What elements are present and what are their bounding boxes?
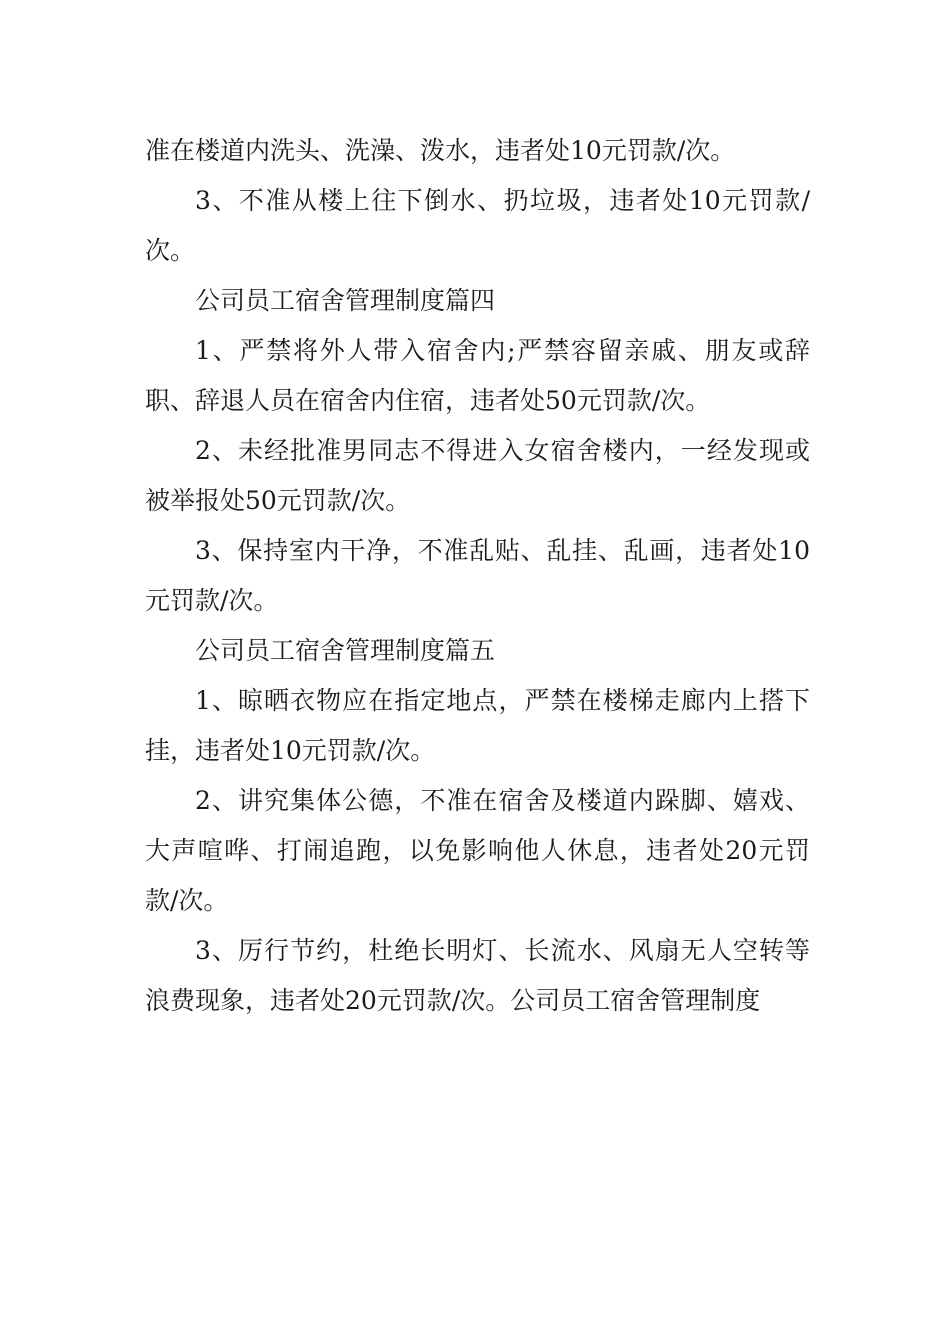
paragraph-rule-2-noise: 2、讲究集体公德，不准在宿舍及楼道内跺脚、嬉戏、大声喧哗、打闹追跑，以免影响他人休息，违者处20元罚款/次。 [145,786,810,915]
paragraph-rule-2-dorm-access: 2、未经批准男同志不得进入女宿舍楼内，一经发现或被举报处50元罚款/次。 [145,436,810,515]
paragraph-rule-1-visitors: 1、严禁将外人带入宿舍内;严禁容留亲戚、朋友或辞职、辞退人员在宿舍内住宿，违者处50元罚款/次。 [145,336,810,415]
paragraph-rule-3-saving: 3、厉行节约，杜绝长明灯、长流水、风扇无人空转等浪费现象，违者处20元罚款/次。公司员工宿舍管理制度 [145,936,810,1015]
document-body [145,126,810,1026]
section-heading-part-five: 公司员工宿舍管理制度篇五 [195,636,496,665]
paragraph-rule-3-water: 3、不准从楼上往下倒水、扔垃圾，违者处10元罚款/次。 [145,186,810,265]
paragraph-continuation: 准在楼道内洗头、洗澡、泼水，违者处10元罚款/次。 [145,136,736,165]
paragraph-rule-3-cleanliness: 3、保持室内干净，不准乱贴、乱挂、乱画，违者处10元罚款/次。 [145,536,810,615]
paragraph-rule-1-laundry: 1、晾晒衣物应在指定地点，严禁在楼梯走廊内上搭下挂，违者处10元罚款/次。 [145,686,810,765]
section-heading-part-four: 公司员工宿舍管理制度篇四 [195,286,496,315]
